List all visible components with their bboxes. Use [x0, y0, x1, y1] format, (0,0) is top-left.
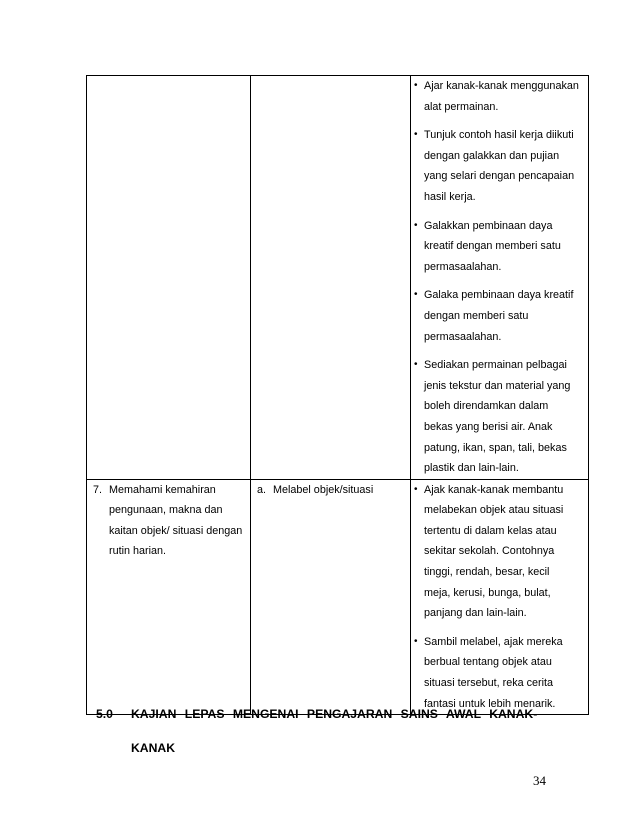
bullet-item — [411, 125, 586, 207]
page-number: 34 — [533, 773, 546, 788]
text-line: situasi tersebut, reka cerita — [424, 677, 554, 690]
table-cell — [87, 76, 251, 480]
text-line: Melabel objek/situasi — [273, 483, 374, 496]
bullet-item — [411, 285, 586, 347]
text-line: Galakkan pembinaan daya — [424, 219, 553, 232]
text-line: fantasi untuk lebih menarik. — [424, 697, 556, 710]
bullet-item — [411, 355, 586, 479]
table-row — [87, 479, 589, 715]
lettered-item — [251, 480, 410, 501]
text-line: permasaalahan. — [424, 260, 502, 273]
section-title-line1: KAJIAN LEPAS MENGENAI PENGAJARAN SAINS AWAL KANAK- — [131, 707, 538, 721]
numbered-item — [87, 480, 250, 562]
text-line: rutin harian. — [109, 545, 167, 558]
skill-cell — [87, 479, 251, 715]
bullet-icon: • — [414, 219, 418, 231]
text-line: tinggi, rendah, besar, kecil — [424, 566, 550, 579]
text-line: melabekan objek atau situasi — [424, 504, 564, 517]
text-line: dengan memberi satu — [424, 309, 529, 322]
bullet-icon: • — [414, 129, 418, 141]
text-line: hasil kerja. — [424, 190, 476, 203]
text-line: Galaka pembinaan daya kreatif — [424, 289, 574, 302]
text-line: sekitar sekolah. Contohnya — [424, 545, 555, 558]
text-line: tertentu di dalam kelas atau — [424, 524, 557, 537]
table-row — [87, 76, 589, 480]
text-line: permasaalahan. — [424, 330, 502, 343]
objective-cell — [251, 479, 411, 715]
text-line: berbual tentang objek atau — [424, 656, 552, 669]
table-cell — [251, 76, 411, 480]
item-number: 7. — [93, 483, 103, 496]
text-line: Sediakan permainan pelbagai — [424, 359, 567, 372]
text-line: plastik dan lain-lain. — [424, 462, 519, 475]
text-line: meja, kerusi, bunga, bulat, — [424, 586, 551, 599]
text-line: pengunaan, makna dan — [109, 504, 223, 517]
text-line: Tunjuk contoh hasil kerja diikuti — [424, 129, 574, 142]
activity-cell — [411, 479, 589, 715]
text-line: panjang dan lain-lain. — [424, 607, 527, 620]
text-line: boleh direndamkan dalam — [424, 400, 549, 413]
text-line: dengan galakkan dan pujian — [424, 149, 560, 162]
text-line: Ajar kanak-kanak menggunakan — [424, 80, 579, 92]
section-number: 5.0 — [96, 707, 113, 721]
activity-cell — [411, 76, 589, 480]
text-line: Ajak kanak-kanak membantu — [424, 483, 564, 496]
text-line: jenis tekstur dan material yang — [424, 379, 571, 392]
bullet-icon: • — [414, 635, 418, 647]
bullet-item — [411, 216, 586, 278]
bullet-icon: • — [414, 359, 418, 371]
text-line: yang selari dengan pencapaian — [424, 170, 575, 183]
text-line: patung, ikan, span, tali, bekas — [424, 441, 567, 454]
text-line: alat permainan. — [424, 100, 499, 113]
text-line: Sambil melabel, ajak mereka — [424, 635, 563, 648]
text-line: kaitan objek/ situasi dengan — [109, 524, 243, 537]
bullet-icon: • — [414, 483, 418, 495]
text-line: bekas yang berisi air. Anak — [424, 420, 553, 433]
bullet-icon: • — [414, 80, 418, 91]
text-line: kreatif dengan memberi satu — [424, 240, 561, 253]
section-title-line2: KANAK — [131, 741, 176, 755]
bullet-item — [411, 632, 586, 714]
bullet-item — [411, 76, 586, 117]
bullet-icon: • — [414, 289, 418, 301]
bullet-item — [411, 480, 586, 624]
text-line: Memahami kemahiran — [109, 483, 216, 496]
lesson-table — [86, 75, 589, 715]
item-letter: a. — [257, 483, 267, 496]
